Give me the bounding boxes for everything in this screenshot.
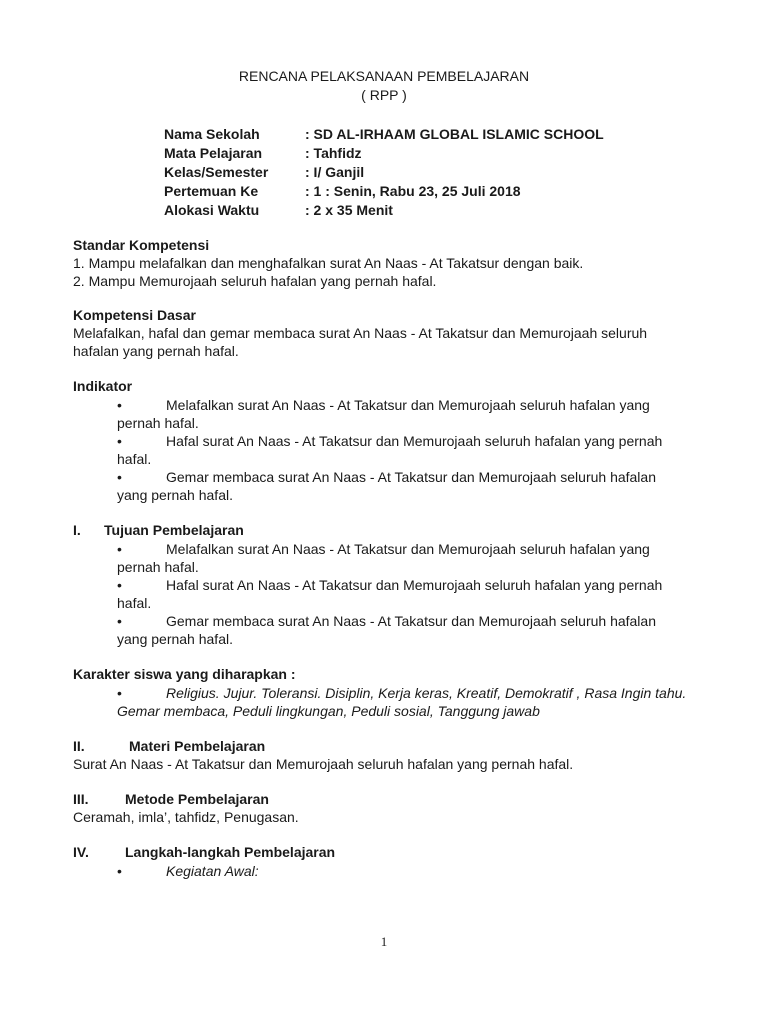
kompetensi-text-line: Melafalkan, hafal dan gemar membaca surat An Naas - At Takatsur dan Memurojaah seluruh [73, 325, 648, 341]
section-heading-indikator: Indikator [73, 378, 133, 394]
info-value: : 2 x 35 Menit [305, 202, 393, 218]
metode-text: Ceramah, imla’, tahfidz, Penugasan. [73, 809, 299, 825]
bullet-icon: • [117, 577, 122, 593]
info-value: : SD AL-IRHAAM GLOBAL ISLAMIC SCHOOL [305, 126, 604, 142]
info-value: : 1 : Senin, Rabu 23, 25 Juli 2018 [305, 183, 521, 199]
kompetensi-text-line: hafalan yang pernah hafal. [73, 343, 239, 359]
list-item [117, 612, 677, 648]
materi-text: Surat An Naas - At Takatsur dan Memurojaah seluruh hafalan yang pernah hafal. [73, 756, 574, 772]
list-item-text: Gemar membaca surat An Naas - At Takatsur dan Memurojaah seluruh hafalan yang pernah hafal. [117, 469, 656, 503]
bullet-icon: • [117, 541, 122, 557]
section-heading-tujuan [73, 521, 244, 539]
bullet-icon: • [117, 685, 122, 701]
list-item [117, 396, 677, 432]
section-title: Metode Pembelajaran [125, 791, 269, 807]
list-item-text: Melafalkan surat An Naas - At Takatsur dan Memurojaah seluruh hafalan yang pernah hafal. [117, 397, 650, 431]
info-row-time [164, 201, 604, 220]
section-title: Tujuan Pembelajaran [104, 522, 244, 538]
list-item [117, 468, 677, 504]
list-item-text: Hafal surat An Naas - At Takatsur dan Memurojaah seluruh hafalan yang pernah hafal. [117, 433, 663, 467]
section-number: III. [73, 791, 89, 807]
section-heading-metode [73, 790, 269, 808]
info-row-subject [164, 144, 604, 163]
list-item-text: Religius. Jujur. Toleransi. Disiplin, Kerja keras, Kreatif, Demokratif , Rasa Ingin tahu. Gemar membaca, Peduli lingkungan, Peduli sosial, Tanggung jawab [117, 685, 687, 719]
section-number: IV. [73, 844, 89, 860]
section-heading-karakter: Karakter siswa yang diharapkan : [73, 666, 296, 682]
page-number: 1 [380, 934, 388, 949]
section-number: II. [73, 738, 85, 754]
info-row-school [164, 125, 604, 144]
info-row-class [164, 163, 604, 182]
bullet-icon: • [117, 469, 122, 485]
list-item [117, 540, 677, 576]
info-row-meeting [164, 182, 604, 201]
section-number: I. [73, 522, 81, 538]
standar-item: 2. Mampu Memurojaah seluruh hafalan yang pernah hafal. [73, 273, 437, 289]
section-heading-langkah [73, 843, 335, 861]
info-value: : I/ Ganjil [305, 164, 365, 180]
info-label: Nama Sekolah [164, 126, 260, 142]
section-title: Langkah-langkah Pembelajaran [125, 844, 336, 860]
bullet-icon: • [117, 433, 122, 449]
bullet-icon: • [117, 613, 122, 629]
list-item [117, 576, 677, 612]
info-label: Kelas/Semester [164, 164, 269, 180]
info-value: : Tahfidz [305, 145, 362, 161]
document-title: RENCANA PELAKSANAAN PEMBELAJARAN [238, 68, 530, 84]
list-item-text: Melafalkan surat An Naas - At Takatsur dan Memurojaah seluruh hafalan yang pernah hafal. [117, 541, 650, 575]
info-label: Pertemuan Ke [164, 183, 259, 199]
bullet-icon: • [117, 397, 122, 413]
section-heading-materi [73, 737, 265, 755]
info-label: Alokasi Waktu [164, 202, 260, 218]
list-item [117, 432, 677, 468]
document-subtitle: ( RPP ) [361, 87, 407, 103]
section-heading-kompetensi: Kompetensi Dasar [73, 307, 196, 323]
identity-table [164, 125, 604, 220]
list-item-text: Gemar membaca surat An Naas - At Takatsur dan Memurojaah seluruh hafalan yang pernah hafal. [117, 613, 656, 647]
list-item [117, 862, 677, 880]
section-title: Materi Pembelajaran [129, 738, 266, 754]
standar-item: 1. Mampu melafalkan dan menghafalkan surat An Naas - At Takatsur dengan baik. [73, 255, 584, 271]
bullet-icon: • [117, 863, 122, 879]
info-label: Mata Pelajaran [164, 145, 263, 161]
list-item [117, 684, 707, 720]
list-item-text: Hafal surat An Naas - At Takatsur dan Memurojaah seluruh hafalan yang pernah hafal. [117, 577, 663, 611]
list-item-text: Kegiatan Awal: [166, 863, 259, 879]
section-heading-standar: Standar Kompetensi [73, 237, 210, 253]
